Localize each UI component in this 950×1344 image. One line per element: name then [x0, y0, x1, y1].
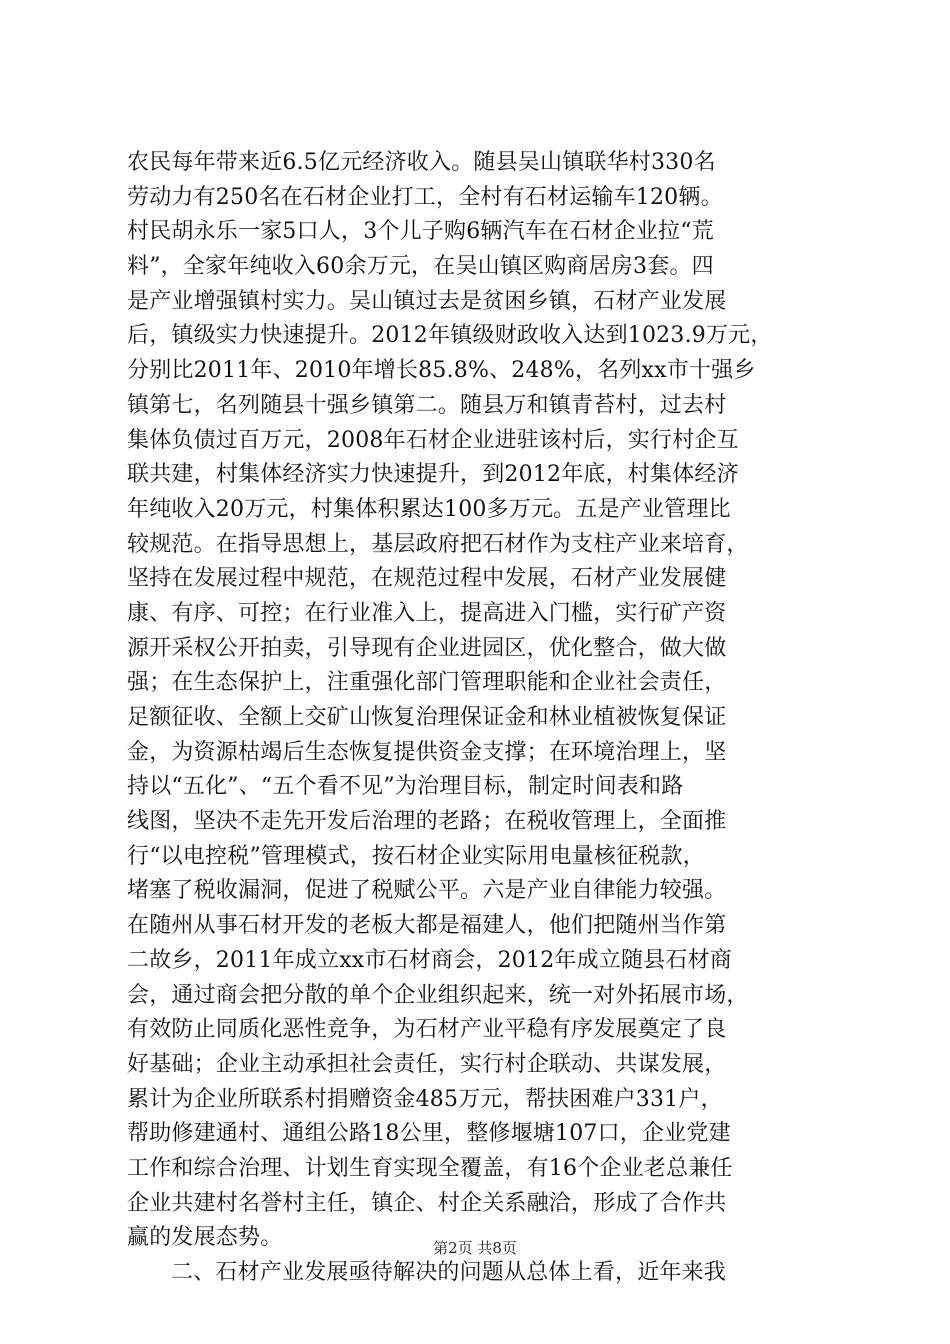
text-line: 强；在生态保护上，注重强化部门管理职能和企业社会责任， [127, 670, 727, 696]
text-line: 二故乡，2011年成立xx市石材商会，2012年成立随县石材商 [127, 947, 732, 973]
text-line: 帮助修建通村、通组公路18公里，整修堰塘107口，企业党建 [127, 1121, 731, 1147]
text-line: 赢的发展态势。 [127, 1225, 283, 1251]
text-line: 较规范。在指导思想上，基层政府把石材作为支柱产业来培育， [127, 531, 749, 557]
text-line: 料”，全家年纯收入60余万元，在吴山镇区购商居房3套。四 [127, 254, 714, 280]
text-line: 农民每年带来近6.5亿元经济收入。随县吴山镇联华村330名 [127, 150, 716, 175]
text-line: 有效防止同质化恶性竞争，为石材产业平稳有序发展奠定了良 [127, 1017, 727, 1043]
text-line: 分别比2011年、2010年增长85.8%、248%，名列xx市十强乡 [127, 358, 756, 384]
text-line: 足额征收、全额上交矿山恢复治理保证金和林业植被恢复保证 [127, 705, 727, 730]
document-body [127, 146, 847, 1291]
text-line: 村民胡永乐一家5口人，3个儿子购6辆汽车在石材企业拉“荒 [127, 219, 714, 245]
text-line: 持以“五化”、“五个看不见”为治理目标，制定时间表和路 [127, 774, 684, 800]
text-line: 集体负债过百万元，2008年石材企业进驻该村后，实行村企互 [127, 427, 739, 453]
text-line: 会，通过商会把分散的单个企业组织起来，统一对外拓展市场， [127, 982, 749, 1008]
text-line: 坚持在发展过程中规范，在规范过程中发展，石材产业发展健 [127, 566, 727, 592]
page-number-footer: 第2页 共8页 [433, 1239, 517, 1257]
text-line: 好基础；企业主动承担社会责任，实行村企联动、共谋发展， [127, 1051, 727, 1077]
text-line: 线图，坚决不走先开发后治理的老路；在税收管理上，全面推 [127, 809, 727, 835]
text-line: 年纯收入20万元，村集体积累达100多万元。五是产业管理比 [127, 496, 731, 522]
text-line: 在随州从事石材开发的老板大都是福建人，他们把随州当作第 [127, 913, 727, 939]
text-line: 劳动力有250名在石材企业打工，全村有石材运输车120辆。 [127, 184, 723, 210]
text-line: 联共建，村集体经济实力快速提升，到2012年底，村集体经济 [127, 462, 739, 488]
text-line: 堵塞了税收漏洞，促进了税赋公平。六是产业自律能力较强。 [127, 878, 727, 904]
text-line: 工作和综合治理、计划生育实现全覆盖，有16个企业老总兼任 [127, 1155, 733, 1181]
text-line: 企业共建村名誉村主任，镇企、村企关系融洽，形成了合作共 [127, 1190, 727, 1216]
text-line: 行“以电控税”管理模式，按石材企业实际用电量核征税款， [127, 843, 705, 869]
text-line: 累计为企业所联系村捐赠资金485万元，帮扶困难户331户， [127, 1086, 723, 1112]
text-line: 后，镇级实力快速提升。2012年镇级财政收入达到1023.9万元， [127, 323, 773, 349]
text-line: 金，为资源枯竭后生态恢复提供资金支撑；在环境治理上，坚 [127, 739, 727, 765]
text-line: 镇第七，名列随县十强乡镇第二。随县万和镇青苔村，过去村 [127, 392, 727, 418]
text-line: 是产业增强镇村实力。吴山镇过去是贫困乡镇，石材产业发展 [127, 288, 727, 314]
section-heading-line: 二、石材产业发展亟待解决的问题从总体上看，近年来我 [171, 1260, 727, 1285]
text-line: 源开采权公开拍卖，引导现有企业进园区，优化整合，做大做 [127, 635, 727, 661]
text-line: 康、有序、可控；在行业准入上，提高进入门槛，实行矿产资 [127, 600, 727, 626]
